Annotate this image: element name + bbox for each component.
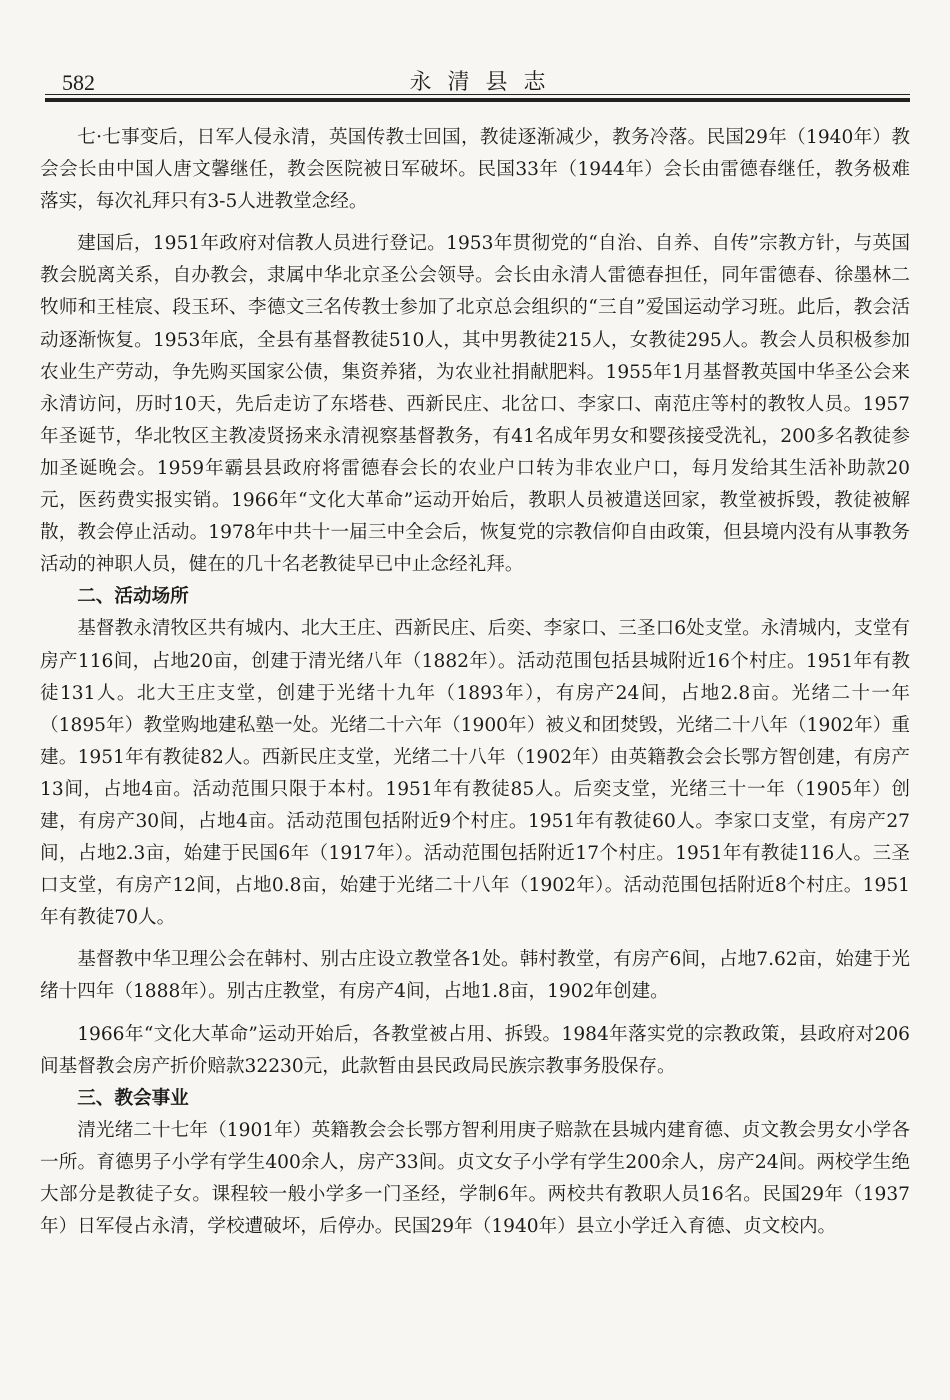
paragraph: 基督教永清牧区共有城内、北大王庄、西新民庄、后奕、李家口、三圣口6处支堂。永清城内，支堂有房产116间，占地20亩，创建于清光绪八年（1882年）。活动范围包括县城附近16个村庄。1951年有教徒131人。北大王庄支堂，创建于光绪十九年（1893年），有房产24间，占地2.8亩。光绪二十一年（1895年）教堂购地建私塾一处。光绪二十六年（1900年）被义和团焚毁，光绪二十八年（1902年）重建。1951年有教徒82人。西新民庄支堂，光绪二十八年（1902年）由英籍教会会长鄂方智创建，有房产13间，占地4亩。活动范围只限于本村。1951年有教徒85人。后奕支堂，光绪三十一年（1905年）创建，有房产30间，占地4亩。活动范围包括附近9个村庄。1951年有教徒60人。李家口支堂，有房产27间，占地2.3亩，始建于民国6年（1917年）。活动范围包括附近17个村庄。1951年有教徒116人。三圣口支堂，有房产12间，占地0.8亩，始建于光绪二十八年（1902年）。活动范围包括附近8个村庄。1951年有教徒70人。	[40, 618, 910, 929]
header-rule-thin	[45, 94, 910, 95]
section-heading: 二、活动场所	[77, 586, 189, 608]
paragraph: 基督教中华卫理公会在韩村、别古庄设立教堂各1处。韩村教堂，有房产6间，占地7.62亩，始建于光绪十四年（1888年）。别古庄教堂，有房产4间，占地1.8亩，1902年创建。	[40, 949, 910, 1003]
body-text	[40, 122, 910, 1243]
section-heading: 三、教会事业	[77, 1087, 189, 1109]
paragraph: 七·七事变后，日军人侵永清，英国传教士回国，教徒逐渐减少，教务冷落。民国29年（1940年）教会会长由中国人唐文馨继任，教会医院被日军破坏。民国33年（1944年）会长由雷德春继任，教务极难落实，每次礼拜只有3-5人进教堂念经。	[40, 127, 910, 213]
running-title: 永清县志	[409, 70, 562, 95]
header-rule-thick	[45, 98, 910, 102]
paragraph: 建国后，1951年政府对信教人员进行登记。1953年贯彻党的“自治、自养、自传”宗教方针，与英国教会脱离关系，自办教会，隶属中华北京圣公会领导。会长由永清人雷德春担任，同年雷德春、徐墨林二牧师和王桂宸、段玉环、李德文三名传教士参加了北京总会组织的“三自”爱国运动学习班。此后，教会活动逐渐恢复。1953年底，全县有基督教徒510人，其中男教徒215人，女教徒295人。教会人员积极参加农业生产劳动，争先购买国家公债，集资养猪，为农业社捐献肥料。1955年1月基督教英国中华圣公会来永清访问，历时10天，先后走访了东塔巷、西新民庄、北岔口、李家口、南范庄等村的教牧人员。1957年圣诞节，华北牧区主教凌贤扬来永清视察基督教务，有41名成年男女和婴孩接受洗礼，200多名教徒参加圣诞晚会。1959年霸县县政府将雷德春会长的农业户口转为非农业户口，每月发给其生活补助款20元，医药费实报实销。1966年“文化大革命”运动开始后，教职人员被遣送回家，教堂被拆毁，教徒被解散，教会停止活动。1978年中共十一届三中全会后，恢复党的宗教信仰自由政策，但县境内没有从事教务活动的神职人员，健在的几十名老教徒早已中止念经礼拜。	[40, 233, 910, 576]
paragraph: 1966年“文化大革命”运动开始后，各教堂被占用、拆毁。1984年落实党的宗教政策，县政府对206间基督教会房产折价赔款32230元，此款暂由县民政局民族宗教事务股保存。	[40, 1023, 910, 1077]
paragraph: 清光绪二十七年（1901年）英籍教会会长鄂方智利用庚子赔款在县城内建育德、贞文教会男女小学各一所。育德男子小学有学生400余人，房产33间。贞文女子小学有学生200余人，房产24间。两校学生绝大部分是教徒子女。课程较一般小学多一门圣经，学制6年。两校共有教职人员16名。民国29年（1937年）日军侵占永清，学校遭破坏，后停办。民国29年（1940年）县立小学迁入育德、贞文校内。	[40, 1119, 910, 1238]
page-number: 582	[62, 70, 95, 95]
page-header	[45, 70, 910, 96]
